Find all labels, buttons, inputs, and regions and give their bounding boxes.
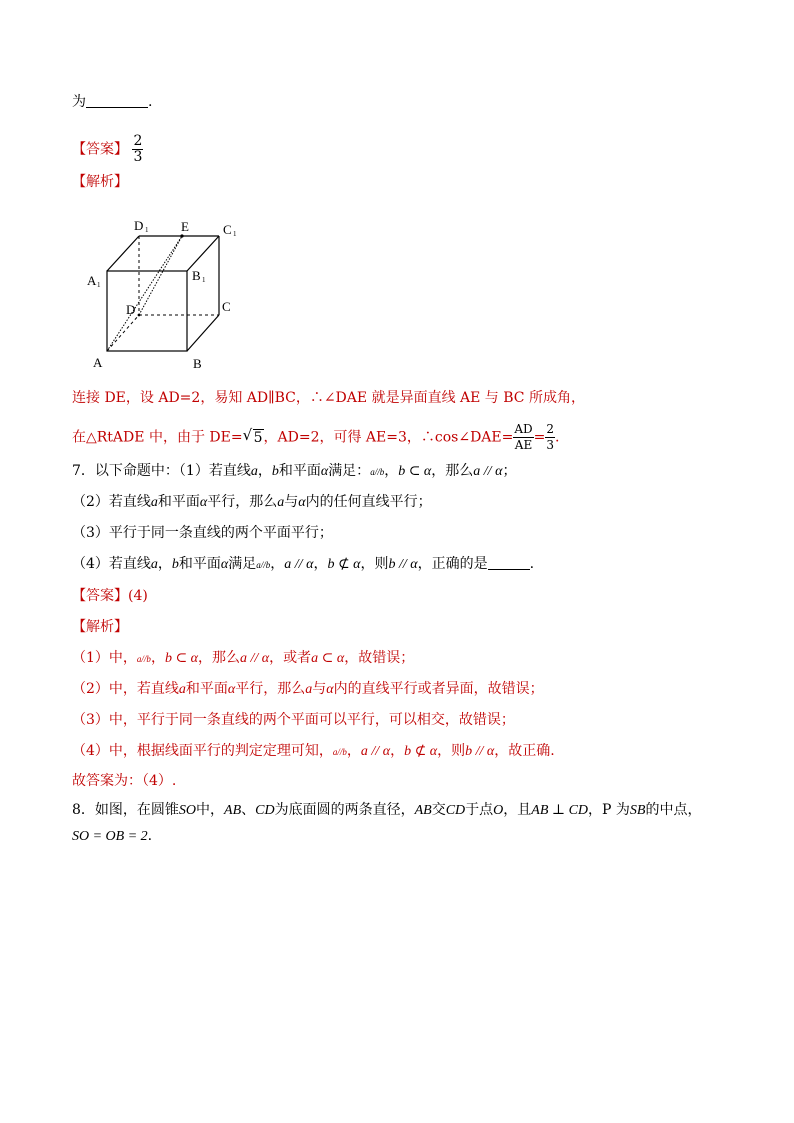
point-d [138, 314, 141, 317]
front-face [107, 271, 187, 351]
q7-analysis-line2: （2）中，若直线a和平面α平行，那么a与α内的直线平行或者异面，故错误； [72, 681, 544, 697]
sqrt-5: √ 5 [242, 425, 263, 446]
q7-analysis-line1: （1）中，a//b，b ⊂ α，那么a // α，或者a ⊂ α，故错误； [72, 650, 415, 666]
answer-tag: 【答案】 [72, 141, 128, 158]
cube-figure [82, 213, 262, 378]
label-c1: C [223, 222, 232, 237]
answer-fraction: $\frac{2}{3}$ [133, 133, 143, 165]
q6-analysis-line1: 连接 DE，设 AD=2，易知 AD∥BC，∴∠DAE 就是异面直线 AE 与 BC 所成角， [72, 390, 585, 406]
q7-answer-line [72, 586, 148, 606]
label-a1-sub: 1 [97, 281, 101, 289]
label-a1: A [87, 273, 97, 288]
answer-value: (4) [128, 588, 148, 604]
prev-question-tail: 为 . [72, 94, 153, 110]
point-e [180, 234, 183, 237]
segment-ae [107, 236, 182, 351]
fraction-ad-ae: $\frac{AD}{AE}$ [514, 422, 533, 452]
label-d: D [126, 302, 136, 317]
label-a: A [93, 355, 103, 370]
q7-stem-line4: （4）若直线a，b和平面α满足a//b，a // α，b ⊄ α，则b // α，正确的是 . [72, 556, 535, 572]
q7-final-answer: 故答案为：（4）. [72, 773, 177, 789]
label-d1-sub: 1 [145, 226, 149, 234]
q7-stem-line2: （2）若直线a和平面α平行，那么a与α内的任何直线平行； [72, 494, 432, 510]
q7-analysis-line4: （4）中，根据线面平行的判定定理可知，a//b，a // α，b ⊄ α，则b // α，故正确. [72, 743, 555, 759]
q8-stem-line2: SO = OB = 2. [72, 828, 153, 844]
label-b1: B [192, 268, 201, 283]
answer-tag: 【答案】 [72, 588, 128, 604]
q7-analysis-tag: 【解析】 [72, 619, 128, 635]
q6-analysis-line2: 在△RtADE 中，由于 DE= √ 5，AD=2，可得 AE=3，∴cos∠DAE= $\frac{AD}{AE}$ = $\frac{2}{3}$ . [72, 422, 560, 452]
answer-blank [488, 555, 530, 570]
label-c: C [222, 299, 231, 314]
edge-b1-c1 [187, 236, 219, 271]
fraction-2-3: $\frac{2}{3}$ [546, 422, 555, 452]
q8-stem-line1: 8．如图，在圆锥SO中，AB、CD为底面圆的两条直径，AB交CD于点O，且AB ⊥ CD，P 为SB的中点， [72, 802, 702, 818]
label-c1-sub: 1 [233, 230, 237, 238]
q7-stem-line3: （3）平行于同一条直线的两个平面平行； [72, 525, 333, 541]
edge-a-d [107, 315, 139, 351]
answer-blank [86, 93, 148, 108]
q7-stem-line1: 7．以下命题中：（1）若直线a，b和平面α满足：a//b，b ⊂ α，那么a // α； [72, 463, 517, 479]
q6-answer-line [72, 134, 143, 165]
edge-b-c [187, 315, 219, 351]
label-b: B [193, 356, 202, 371]
q6-analysis-tag: 【解析】 [72, 174, 128, 190]
label-d1: D [134, 218, 144, 233]
segment-de [139, 236, 182, 315]
label-b1-sub: 1 [202, 276, 206, 284]
edge-a1-d1 [107, 236, 139, 271]
q7-analysis-line3: （3）中，平行于同一条直线的两个平面可以平行，可以相交，故错误； [72, 712, 515, 728]
label-e: E [181, 219, 189, 234]
